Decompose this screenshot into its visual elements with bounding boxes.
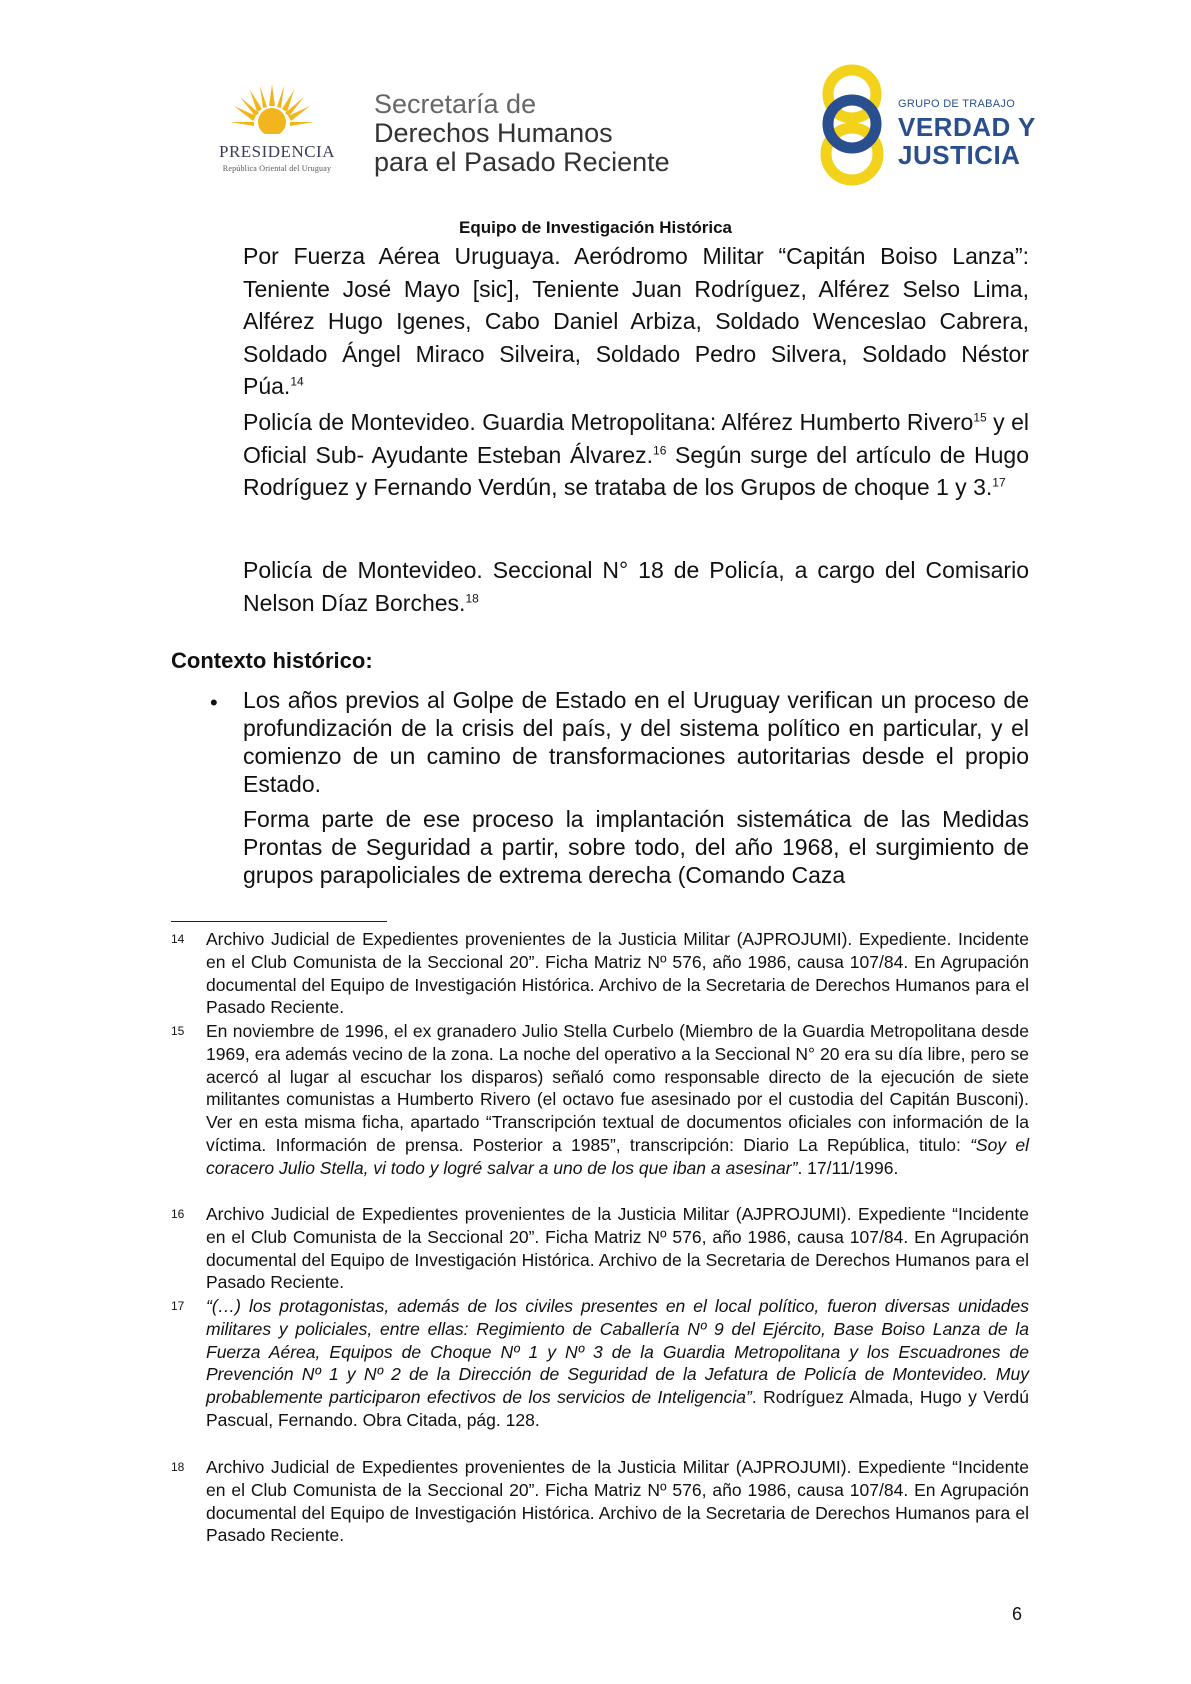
paragraph-text: Policía de Montevideo. Seccional N° 18 de Policía, a cargo del Comisario Nelson Díaz Borches. xyxy=(243,557,1029,616)
continuation-paragraph: Forma parte de ese proceso la implantación sistemática de las Medidas Prontas de Seguridad a partir, sobre todo, del año 1968, el surgimiento de grupos parapoliciales de extrema derecha (Comando Caza xyxy=(243,806,1029,888)
secretaria-line-1: Secretaría de xyxy=(374,89,537,119)
footnote-number: 16 xyxy=(171,1207,185,1221)
secretaria-line-2: Derechos Humanos xyxy=(374,118,613,148)
secretaria-title xyxy=(374,90,670,177)
footnote-ref: 15 xyxy=(973,410,987,425)
footnote-18 xyxy=(171,1456,1029,1547)
footnote-text: Archivo Judicial de Expedientes provenientes de la Justicia Militar (AJPROJUMI). Expediente. Incidente en el Club Comunista de la Seccional 20”. Ficha Matriz Nº 576, año 1986, causa 107/84. En Agrupación documental del Equipo de Investigación Histórica. Archivo de la Secretaria de Derechos Humanos para el Pasado Reciente. xyxy=(206,929,1029,1018)
footnote-ref: 16 xyxy=(653,442,667,457)
paragraph-seccional-18 xyxy=(243,554,1029,619)
footnote-number: 14 xyxy=(171,932,185,946)
footnote-ref: 14 xyxy=(290,374,304,389)
paragraph-guardia-metropolitana xyxy=(243,406,1029,504)
footnote-number: 17 xyxy=(171,1299,185,1313)
footnote-17 xyxy=(171,1295,1029,1432)
footnote-14 xyxy=(171,928,1029,1019)
bullet-icon: • xyxy=(210,690,218,715)
footnote-divider xyxy=(171,921,387,922)
footnote-text-italic: “(…) los protagonistas, además de los civiles presentes en el local político, fueron diversas unidades militares y policiales, entre ellas: Regimiento de Caballería Nº 9 del Ejército, Base Boiso Lanza de la Fuerza Aérea, Equipos de Choque Nº 1 y Nº 3 de la Guardia Metropolitana y los Escuadrones de Prevención Nº 1 y Nº 2 de la Dirección de Seguridad de la Jefatura de Policía de Montevideo. Muy probablemente participaron efectivos de los servicios de Inteligencia” xyxy=(206,1296,1029,1408)
footnote-number: 15 xyxy=(171,1024,185,1038)
sun-icon xyxy=(230,82,314,142)
page-header xyxy=(0,0,1191,210)
page-number: 6 xyxy=(1012,1604,1023,1624)
footnote-text: Archivo Judicial de Expedientes provenientes de la Justicia Militar (AJPROJUMI). Expediente “Incidente en el Club Comunista de la Seccional 20”. Ficha Matriz Nº 576, año 1986, causa 107/84. En Agrupación documental del Equipo de Investigación Histórica. Archivo de la Secretaria de Derechos Humanos para el Pasado Reciente. xyxy=(206,1457,1029,1546)
footnote-text xyxy=(206,1295,1029,1432)
rings-icon xyxy=(812,62,892,188)
footnote-text-end: . 17/11/1996. xyxy=(797,1157,899,1178)
footnote-ref: 17 xyxy=(992,475,1006,490)
paragraph-text: Por Fuerza Aérea Uruguaya. Aeródromo Militar “Capitán Boiso Lanza”: Teniente José Mayo [sic], Teniente Juan Rodríguez, Alférez Selso Lima, Alférez Hugo Igenes, Cabo Daniel Arbiza, Soldado Wenceslao Cabrera, Soldado Ángel Miraco Silveira, Soldado Pedro Silvera, Soldado Néstor Púa. xyxy=(243,243,1029,399)
section-title: Contexto histórico: xyxy=(171,648,373,673)
footnote-16 xyxy=(171,1203,1029,1294)
footnote-number: 18 xyxy=(171,1460,185,1474)
footnote-ref: 18 xyxy=(465,590,479,605)
grupo-trabajo-label: GRUPO DE TRABAJO xyxy=(898,98,1016,110)
team-title: Equipo de Investigación Histórica xyxy=(459,218,732,237)
grupo-trabajo-logo xyxy=(812,62,1042,188)
footnote-15 xyxy=(171,1020,1029,1180)
presidencia-name: PRESIDENCIA xyxy=(218,142,335,161)
justicia-label: JUSTICIA xyxy=(898,140,1021,170)
paragraph-text: Según surge del artículo de Hugo Rodríguez y Fernando Verdún, se trataba de los Grupos de choque 1 y 3. xyxy=(243,441,1029,500)
presidencia-subtitle: República Oriental del Uruguay xyxy=(222,164,332,173)
footnote-text-plain: En noviembre de 1996, el ex granadero Julio Stella Curbelo (Miembro de la Guardia Metropolitana desde 1969, era además vecino de la zona. La noche del operativo a la Seccional N° 20 era su día libre, pero se acercó al lugar al escuchar los disparos) señaló como responsable directo de la ejecución de siete militantes comunistas a Humberto Rivero (el octavo fue asesinado por el custodia del Capitán Busconi). Ver en esta misma ficha, apartado “Transcripción textual de documentos oficiales con información de la víctima. Información de prensa. Posterior a 1985”, transcripción: Diario La República, titulo: xyxy=(206,1021,1029,1155)
footnote-text: Archivo Judicial de Expedientes provenientes de la Justicia Militar (AJPROJUMI). Expediente “Incidente en el Club Comunista de la Seccional 20”. Ficha Matriz Nº 576, año 1986, causa 107/84. En Agrupación documental del Equipo de Investigación Histórica. Archivo de la Secretaria de Derechos Humanos para el Pasado Reciente. xyxy=(206,1204,1029,1293)
paragraph-fuerza-aerea xyxy=(243,240,1029,403)
bullet-paragraph: Los años previos al Golpe de Estado en el Uruguay verifican un proceso de profundización de la crisis del país, y del sistema político en particular, y el comienzo de un camino de transformaciones autoritarias desde el propio Estado. xyxy=(243,687,1029,797)
verdad-label: VERDAD Y xyxy=(898,112,1036,142)
paragraph-text: Policía de Montevideo. Guardia Metropolitana: Alférez Humberto Rivero xyxy=(243,409,974,435)
presidencia-logo xyxy=(196,82,358,178)
paragraph-text: y el Oficial Sub- Ayudante Esteban Álvarez. xyxy=(243,409,1030,468)
footnote-text-end: . Rodríguez Almada, Hugo y Verdú Pascual, Fernando. Obra Citada, pág. 128. xyxy=(206,1387,1030,1430)
footnote-text-italic: “Soy el coracero Julio Stella, vi todo y logré salvar a uno de los que iban a asesinar” xyxy=(206,1134,1029,1178)
footnote-text xyxy=(206,1020,1029,1180)
secretaria-line-3: para el Pasado Reciente xyxy=(374,147,670,177)
